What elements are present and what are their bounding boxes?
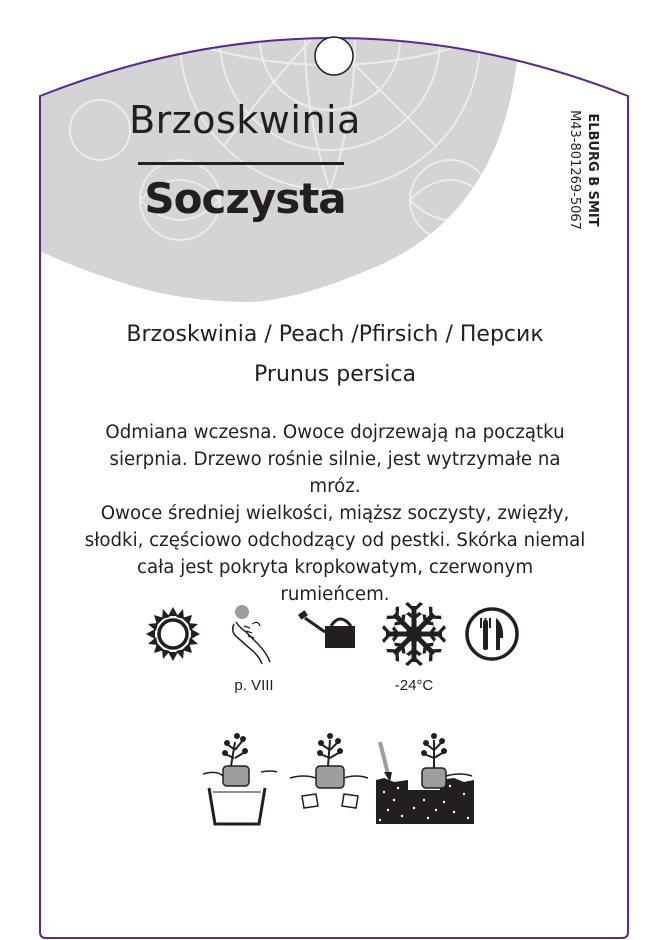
product-code: M43-801269-5067: [567, 110, 582, 230]
harvest-hand-icon: [233, 605, 270, 664]
frost-hardiness-caption: -24°C: [394, 677, 434, 694]
water-pot-icon: [290, 733, 368, 808]
description-line: słodki, częściowo odchodzący od pestki. Skórka niemal: [84, 530, 586, 551]
description-line: Odmiana wczesna. Owoce dojrzewają na początku: [105, 422, 565, 443]
description: [84, 419, 586, 608]
description-line: cała jest pokryta kropkowatym, czerwonym rumieńcem.: [136, 557, 534, 605]
plant-in-soil-icon: [376, 733, 474, 824]
watering-can-icon: [298, 610, 355, 648]
fork-knife-icon: [467, 609, 517, 659]
brand-logo-text: ELBURG B SMIT: [585, 113, 600, 227]
grey-header-band: [38, 0, 520, 302]
variety-heading: Soczysta: [144, 174, 346, 223]
sun-icon: [146, 607, 200, 661]
latin-name: Prunus persica: [254, 362, 416, 387]
harvest-month-caption: p. VIII: [234, 677, 274, 694]
common-names: Brzoskwinia / Peach /Pfirsich / Персик: [126, 322, 544, 347]
hang-hole: [315, 37, 353, 75]
description-line: sierpnia. Drzewo rośnie silnie, jest wytrzymałe na mróz.: [109, 449, 561, 497]
snowflake-icon: [382, 602, 446, 666]
title-divider: [138, 162, 344, 165]
description-line: Owoce średniej wielkości, miąższ soczysty, zwięzły,: [100, 503, 570, 524]
plant-name-heading: Brzoskwinia: [129, 98, 361, 142]
soak-pot-icon: [203, 733, 277, 824]
